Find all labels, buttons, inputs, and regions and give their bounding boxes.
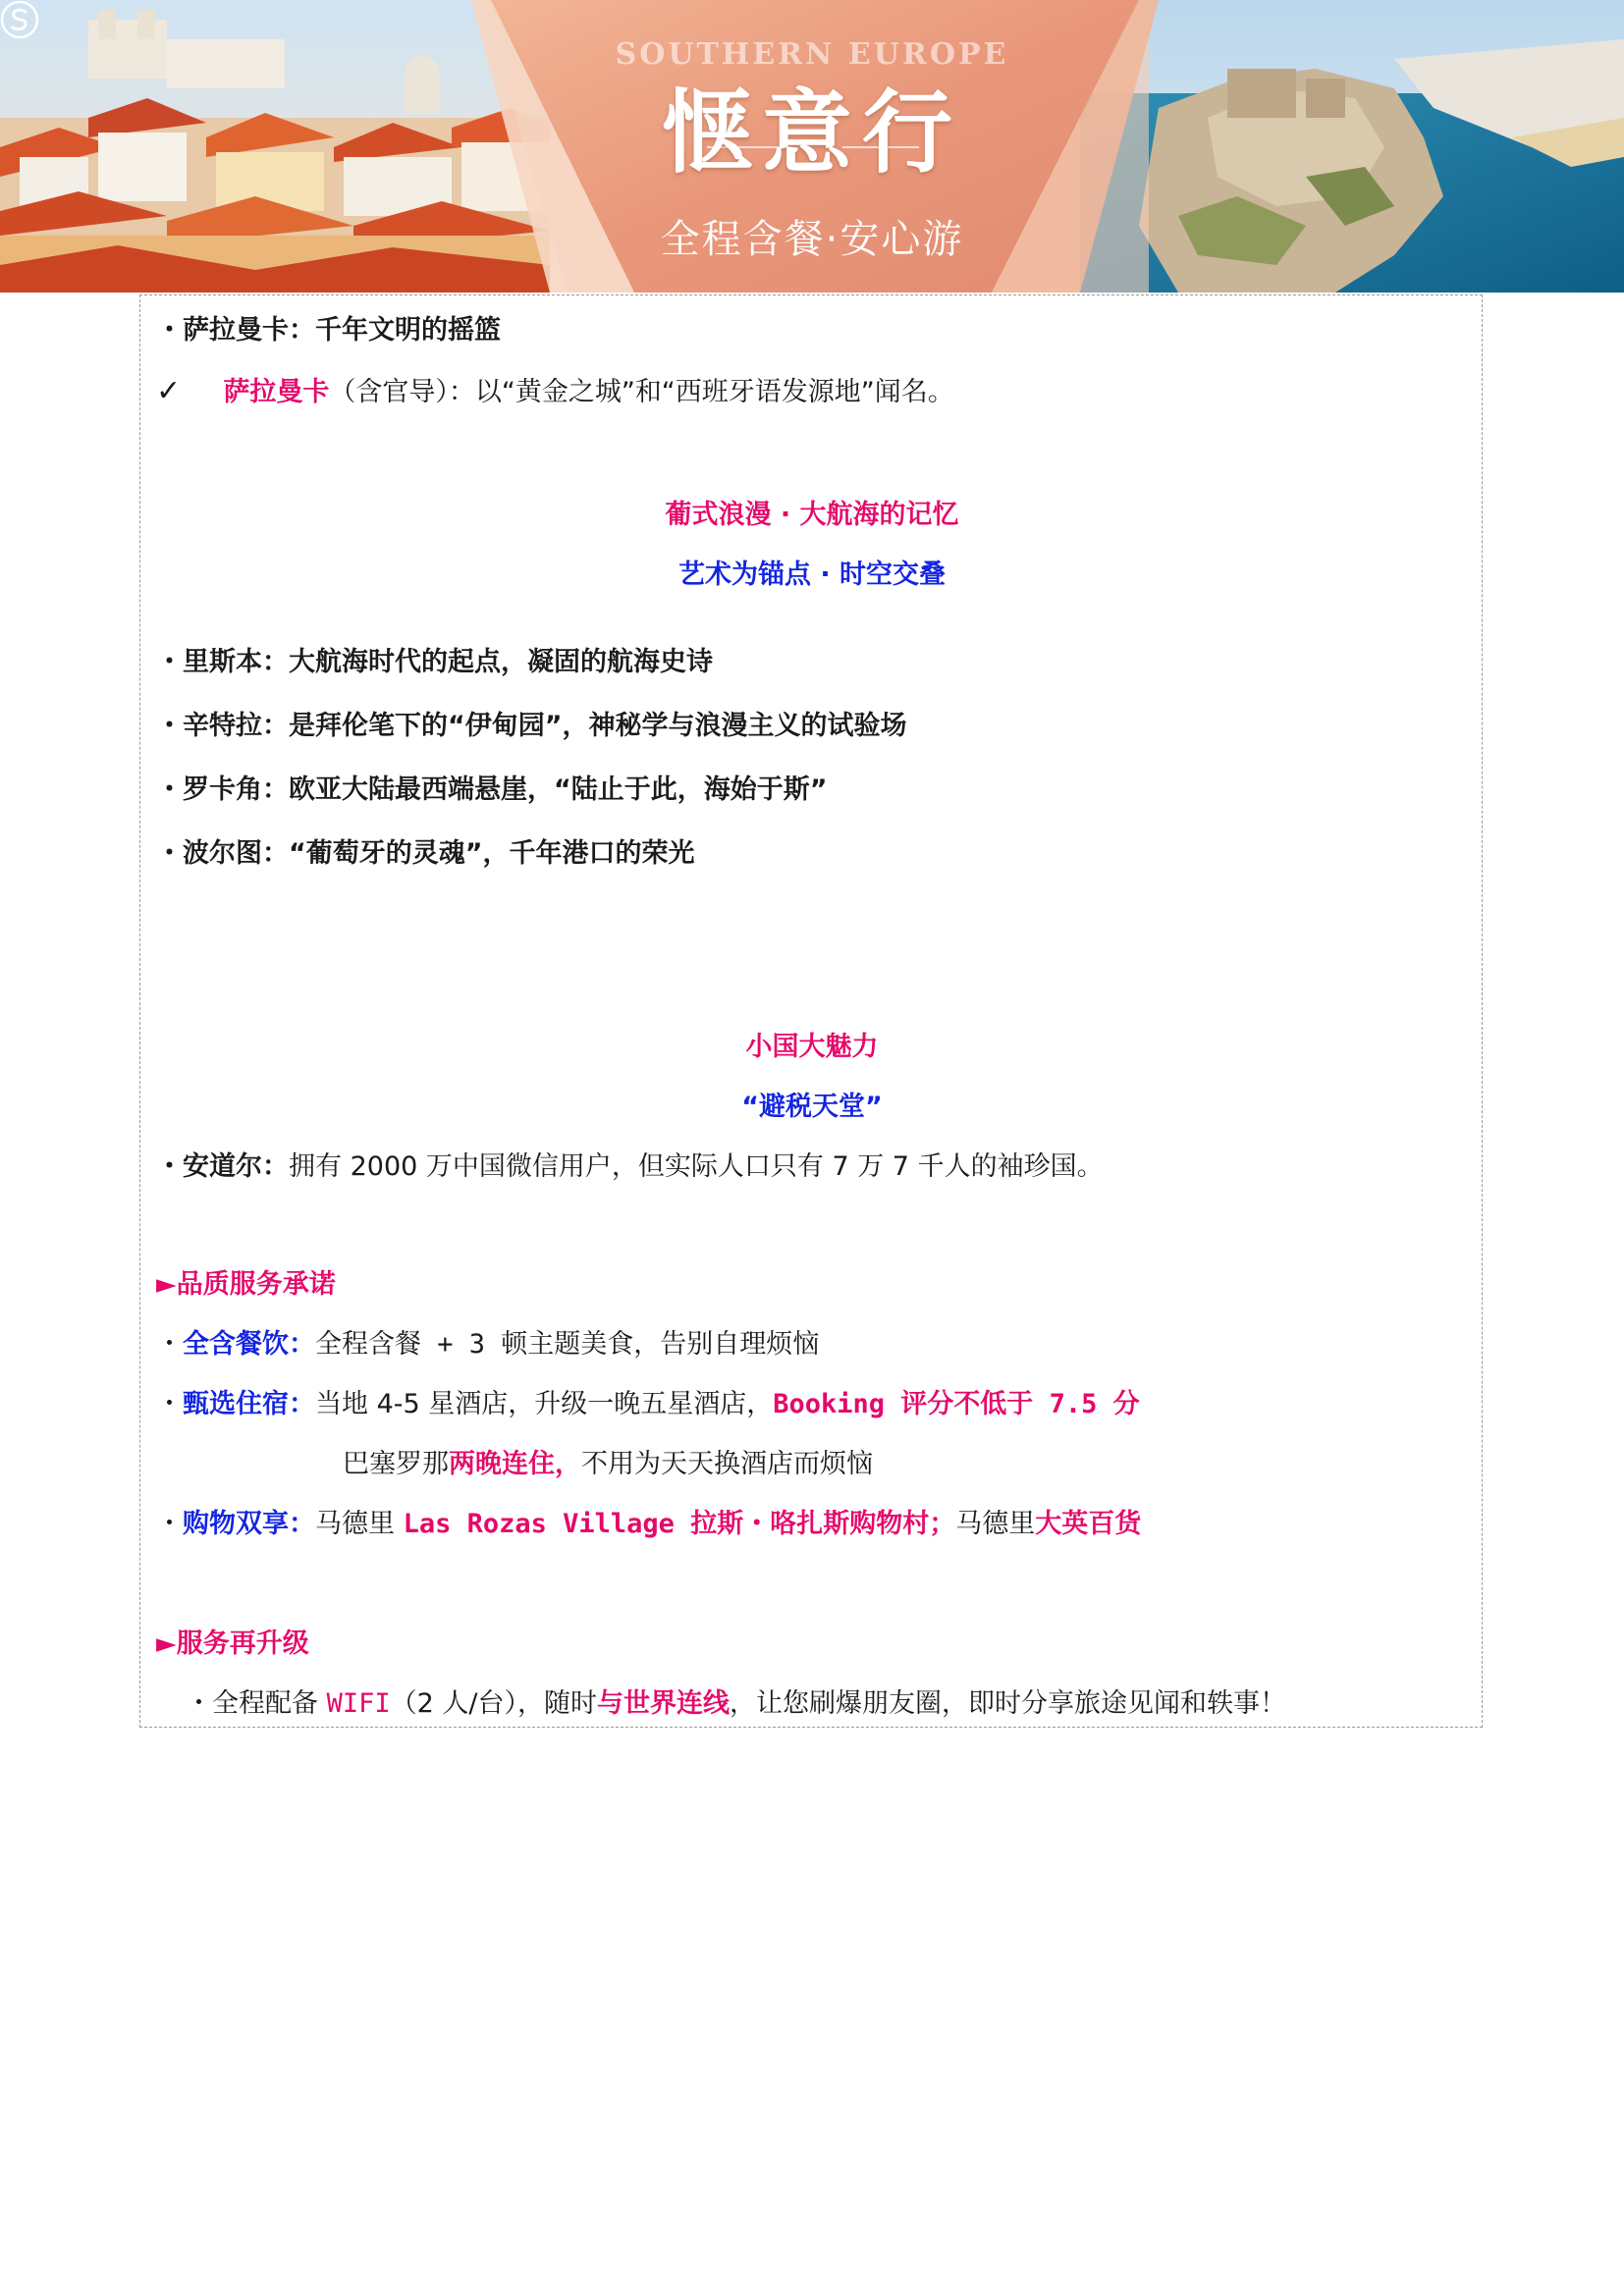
portugal-item-lisbon: ・里斯本：大航海时代的起点，凝固的航海史诗 (156, 647, 713, 677)
shop-text-1: 马德里 (315, 1509, 404, 1539)
hotel2-prefix: 巴塞罗那 (343, 1449, 449, 1479)
upgrade-text-2: （2 人/台），随时 (390, 1688, 597, 1719)
shop-text-2: 马德里 (955, 1509, 1036, 1539)
quality-hotel (156, 1387, 1140, 1422)
meals-text: 全程含餐 + 3 顿主题美食，告别自理烦恼 (315, 1329, 820, 1360)
shop-label: 购物双享： (183, 1509, 315, 1539)
bullet: ・ (156, 1329, 183, 1360)
portugal-title: 葡式浪漫 · 大航海的记忆 (665, 500, 959, 530)
bullet: ・ (156, 1509, 183, 1539)
upgrade-highlight: 与世界连线 (596, 1688, 730, 1719)
hotel-text: 当地 4-5 星酒店，升级一晚五星酒店， (315, 1389, 774, 1419)
shop-highlight-1: Las Rozas Village 拉斯・咯扎斯购物村； (403, 1509, 956, 1539)
checkmark-icon: ✓ (156, 374, 182, 408)
itinerary-content-box (139, 294, 1483, 1728)
hotel2-highlight: 两晚连住， (449, 1449, 581, 1479)
upgrade-wifi (186, 1686, 1286, 1722)
portugal-item-cabo-da-roca: ・罗卡角：欧亚大陆最西端悬崖，“陆止于此，海始于斯” (156, 774, 828, 805)
quality-shopping (156, 1507, 1141, 1542)
andorra-title: 小国大魅力 (745, 1032, 879, 1062)
hotel2-text: 不用为天天换酒店而烦恼 (581, 1449, 873, 1479)
banner-subtitle: SOUTHERN EUROPE (615, 37, 1009, 72)
portugal-item-porto: ・波尔图：“葡萄牙的灵魂”，千年港口的荣光 (156, 838, 695, 869)
header-banner (0, 0, 1624, 293)
andorra-label: ・安道尔： (156, 1151, 289, 1182)
upgrade-heading: ►服务再升级 (156, 1629, 309, 1659)
andorra-item (156, 1149, 1104, 1185)
upgrade-text-3: ，让您刷爆朋友圈，即时分享旅途见闻和轶事！ (729, 1688, 1286, 1719)
upgrade-text-1: ・全程配备 (186, 1688, 327, 1719)
quality-meals (156, 1327, 819, 1362)
salamanca-item (156, 374, 954, 410)
andorra-description: 拥有 2000 万中国微信用户，但实际人口只有 7 万 7 千人的袖珍国。 (289, 1151, 1104, 1182)
andorra-subtitle: “避税天堂” (741, 1092, 883, 1122)
hotel-label: 甄选住宿： (183, 1389, 315, 1419)
bullet: ・ (156, 1389, 183, 1419)
banner-tagline: 全程含餐·安心游 (660, 217, 964, 262)
salamanca-description: （含官导）：以“黄金之城”和“西班牙语发源地”闻名。 (329, 377, 954, 407)
salamanca-name: 萨拉曼卡 (223, 377, 330, 407)
banner-title: 惬意行 (661, 80, 962, 186)
hotel-rating: Booking 评分不低于 7.5 分 (773, 1389, 1140, 1419)
shop-highlight-2: 大英百货 (1035, 1509, 1142, 1539)
quality-heading: ►品质服务承诺 (156, 1269, 336, 1300)
brand-logo-icon (0, 0, 39, 39)
portugal-subtitle: 艺术为锚点 · 时空交叠 (677, 560, 947, 590)
meals-label: 全含餐饮： (183, 1329, 315, 1360)
portugal-item-sintra: ・辛特拉：是拜伦笔下的“伊甸园”，神秘学与浪漫主义的试验场 (156, 711, 907, 741)
wifi-highlight: WIFI (326, 1688, 391, 1719)
quality-hotel-barcelona (343, 1447, 873, 1482)
salamanca-heading: ・萨拉曼卡：千年文明的摇篮 (156, 315, 501, 346)
